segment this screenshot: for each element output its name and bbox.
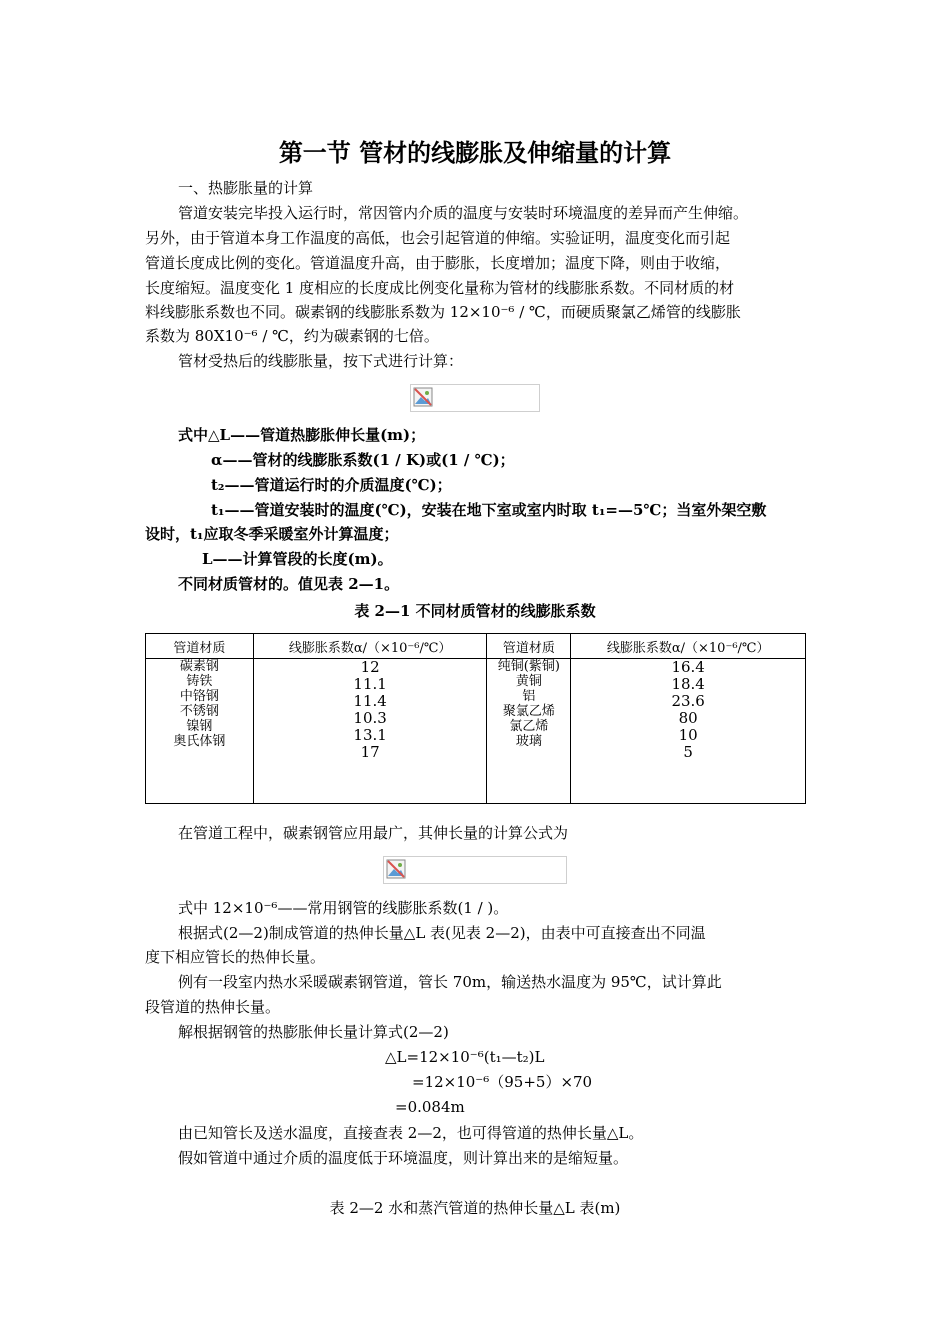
calculation-line: △L=12×10⁻⁶(t₁—t₂)L <box>385 1048 545 1066</box>
coefficient-cell: 17 <box>360 743 380 761</box>
paragraph-line: 管材受热后的线膨胀量，按下式进行计算： <box>178 352 464 370</box>
paragraph-line: 由已知管长及送水温度，直接查表 2—2，也可得管道的热伸长量△L。 <box>178 1124 644 1142</box>
paragraph-line: 料线膨胀系数也不同。碳素钢的线膨胀系数为 12×10⁻⁶ / ℃，而硬质聚氯乙烯管的线膨胀 <box>145 303 741 321</box>
table-row <box>146 659 806 804</box>
paragraph-line: 段管道的热伸长量。 <box>145 998 281 1016</box>
coefficient-cell: 11.4 <box>353 692 387 710</box>
paragraph-line: 根据式(2—2)制成管道的热伸长量△L 表(见表 2—2)，由表中可直接查出不同温 <box>178 924 706 942</box>
coefficient-cell: 16.4 <box>671 658 705 676</box>
coefficient-cell: 18.4 <box>671 675 705 693</box>
material-cell: 玻璃 <box>515 734 542 749</box>
paragraph-line: 解根据钢管的热膨胀伸长量计算式(2—2) <box>178 1023 449 1041</box>
table-caption: 表 2—2 水和蒸汽管道的热伸长量△L 表(m) <box>329 1199 621 1217</box>
material-cell: 黄铜 <box>515 674 542 689</box>
paragraph-line: 在管道工程中，碳素钢管应用最广，其伸长量的计算公式为 <box>178 824 569 842</box>
coefficient-cell: 10.3 <box>353 709 387 727</box>
material-cell: 奥氏体钢 <box>173 734 226 749</box>
material-cell: 纯铜(紫铜) <box>497 659 560 674</box>
definition-line: t₂——管道运行时的介质温度(℃)； <box>211 476 452 494</box>
material-cell: 碳素钢 <box>179 659 219 674</box>
table-header-cell: 管道材质 <box>146 634 254 659</box>
material-cell: 铸铁 <box>186 674 213 689</box>
definition-line: 设时，t₁应取冬季采暖室外计算温度； <box>145 525 399 543</box>
table-caption: 表 2—1 不同材质管材的线膨胀系数 <box>354 602 596 620</box>
formula-image-2 <box>383 856 567 884</box>
coefficient-list-left <box>253 659 487 804</box>
material-cell: 中铬钢 <box>179 689 219 704</box>
page-title: 第一节 管材的线膨胀及伸缩量的计算 <box>278 139 672 167</box>
paragraph-line: 不同材质管材的。值见表 2—1。 <box>178 575 400 593</box>
calculation-line: =0.084m <box>395 1098 465 1116</box>
material-list-right <box>487 659 571 804</box>
coefficient-cell: 12 <box>360 658 380 676</box>
table-header-cell: 管道材质 <box>487 634 571 659</box>
paragraph-line: 管道安装完毕投入运行时，常因管内介质的温度与安装时环境温度的差异而产生伸缩。 <box>178 204 749 222</box>
paragraph-line: 另外，由于管道本身工作温度的高低，也会引起管道的伸缩。实验证明，温度变化而引起 <box>145 229 731 247</box>
paragraph-line: 长度缩短。温度变化 1 度相应的长度成比例变化量称为管材的线膨胀系数。不同材质的材 <box>145 279 735 297</box>
paragraph-line: 假如管道中通过介质的温度低于环境温度，则计算出来的是缩短量。 <box>178 1149 629 1167</box>
material-cell: 镍钢 <box>186 719 213 734</box>
definition-line: L——计算管段的长度(m)。 <box>202 550 393 568</box>
material-cell: 铝 <box>522 689 536 704</box>
coefficient-cell: 5 <box>683 743 693 761</box>
coefficient-cell: 11.1 <box>353 675 387 693</box>
table-header-row <box>146 634 806 659</box>
coefficient-cell: 23.6 <box>671 692 705 710</box>
table-header-cell: 线膨胀系数α/（×10⁻⁶/℃） <box>253 634 487 659</box>
definition-line: 式中△L——管道热膨胀伸长量(m)； <box>178 426 426 444</box>
material-cell: 氯乙烯 <box>509 719 549 734</box>
expansion-coefficient-table <box>145 633 806 804</box>
paragraph-line: 系数为 80X10⁻⁶ / ℃，约为碳素钢的七倍。 <box>145 327 439 345</box>
material-list-left <box>146 659 254 804</box>
formula-image-1 <box>410 384 540 412</box>
coefficient-cell: 80 <box>678 709 698 727</box>
coefficient-cell: 10 <box>678 726 698 744</box>
coefficient-cell: 13.1 <box>353 726 387 744</box>
coefficient-list-right <box>571 659 806 804</box>
material-cell: 不锈钢 <box>179 704 219 719</box>
material-cell: 聚氯乙烯 <box>502 704 555 719</box>
broken-image-icon <box>386 859 406 879</box>
calculation-line: =12×10⁻⁶（95+5）×70 <box>412 1073 593 1091</box>
table-header-cell: 线膨胀系数α/（×10⁻⁶/℃） <box>571 634 806 659</box>
paragraph-line: 式中 12×10⁻⁶——常用钢管的线膨胀系数(1 / )。 <box>178 899 509 917</box>
paragraph-line: 例有一段室内热水采暖碳素钢管道，管长 70m，输送热水温度为 95℃，试计算此 <box>178 973 722 991</box>
definition-line: t₁——管道安装时的温度(℃)，安装在地下室或室内时取 t₁=—5℃；当室外架空敷 <box>211 501 767 519</box>
definition-line: α——管材的线膨胀系数(1 / K)或(1 / ℃)； <box>211 451 515 469</box>
section-heading: 一、热膨胀量的计算 <box>178 179 314 197</box>
paragraph-line: 管道长度成比例的变化。管道温度升高，由于膨胀，长度增加；温度下降，则由于收缩， <box>145 254 731 272</box>
paragraph-line: 度下相应管长的热伸长量。 <box>145 948 326 966</box>
broken-image-icon <box>413 387 433 407</box>
